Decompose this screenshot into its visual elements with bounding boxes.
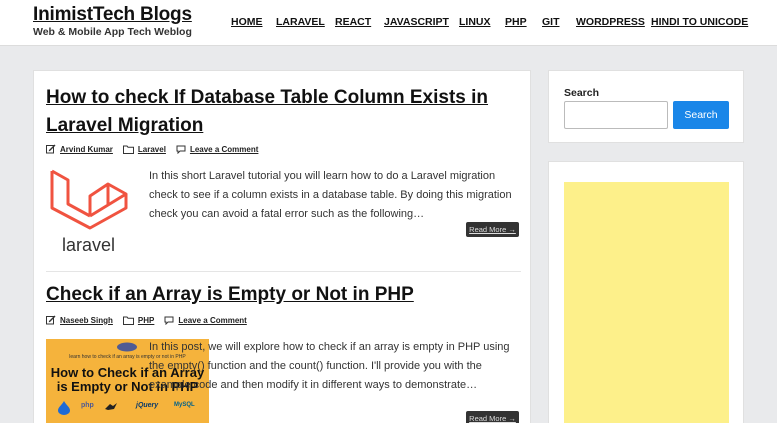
post-meta: [46, 314, 257, 326]
ad-placeholder[interactable]: [564, 182, 729, 423]
post-meta: [46, 143, 268, 155]
post-title-link[interactable]: How to check If Database Table Column Exists in Laravel Migration: [46, 87, 489, 136]
post-title-link[interactable]: Check if an Array is Empty or Not in PHP: [46, 284, 414, 305]
nav-laravel[interactable]: LARAVEL: [276, 16, 325, 28]
laravel-wordmark: laravel: [62, 235, 116, 255]
category-link[interactable]: Laravel: [137, 144, 166, 154]
php-logo-text: php: [81, 402, 94, 409]
post-excerpt: In this post, we will explore how to check if an array is empty in PHP using the empty() function and the count() function. I'll provide you with the example code and then modify it in different ways to demonstrate…: [149, 341, 510, 391]
bird-icon: [104, 402, 118, 412]
post-thumbnail-laravel[interactable]: [46, 168, 136, 260]
site-title-link[interactable]: InimistTech Blogs: [33, 4, 192, 25]
folder-icon: [123, 145, 134, 154]
nav-wordpress[interactable]: WORDPRESS: [576, 16, 645, 28]
edit-icon: [46, 144, 56, 154]
site-header: [0, 0, 777, 46]
laravel-logo-icon: [46, 168, 136, 234]
search-label: Search: [564, 87, 600, 99]
nav-react[interactable]: REACT: [335, 16, 372, 28]
drupal-drop-icon: [58, 401, 70, 415]
nav-home[interactable]: HOME: [231, 16, 263, 28]
author-link[interactable]: Naseeb Singh: [60, 315, 113, 325]
comment-link[interactable]: Leave a Comment: [178, 315, 247, 325]
nav-hindi-to-unicode[interactable]: HINDI TO UNICODE: [651, 16, 749, 28]
search-input[interactable]: [564, 101, 668, 129]
search-button[interactable]: Search: [673, 101, 729, 129]
thumbnail-caption: learn how to check if an array is empty or not in PHP: [69, 354, 186, 360]
author-link[interactable]: Arvind Kumar: [60, 144, 113, 154]
jquery-logo-text: jQuery: [136, 402, 159, 409]
nav-linux[interactable]: LINUX: [459, 16, 491, 28]
category-link[interactable]: PHP: [137, 315, 155, 325]
main-nav: [0, 16, 777, 30]
nav-javascript[interactable]: JAVASCRIPT: [384, 16, 449, 28]
sidebar-ad-widget: [548, 161, 744, 423]
edit-icon: [46, 315, 56, 325]
folder-icon: [123, 316, 134, 325]
nav-git[interactable]: GIT: [542, 16, 560, 28]
posts-container: [33, 70, 531, 423]
site-tagline: Web & Mobile App Tech Weblog: [33, 26, 192, 38]
mysql-logo-text: MySQL: [174, 402, 195, 408]
thumbnail-heading: How to Check if an Array is Empty or Not in PHP: [50, 365, 205, 394]
post-excerpt: In this short Laravel tutorial you will learn how to do a Laravel migration check to see if a column exists in a database table. By doing this migration check you can avoid a fatal error such as the following…: [149, 170, 512, 220]
thumbnail-logos: [56, 402, 206, 416]
php-logo-icon: [116, 342, 138, 352]
read-more-button[interactable]: Read More →: [466, 411, 519, 423]
comment-icon: [176, 145, 186, 154]
comment-icon: [164, 316, 174, 325]
post-divider: [46, 271, 521, 272]
nav-php[interactable]: PHP: [505, 16, 527, 28]
read-more-button[interactable]: Read More →: [466, 222, 519, 237]
search-widget: [548, 70, 744, 143]
comment-link[interactable]: Leave a Comment: [189, 144, 259, 154]
